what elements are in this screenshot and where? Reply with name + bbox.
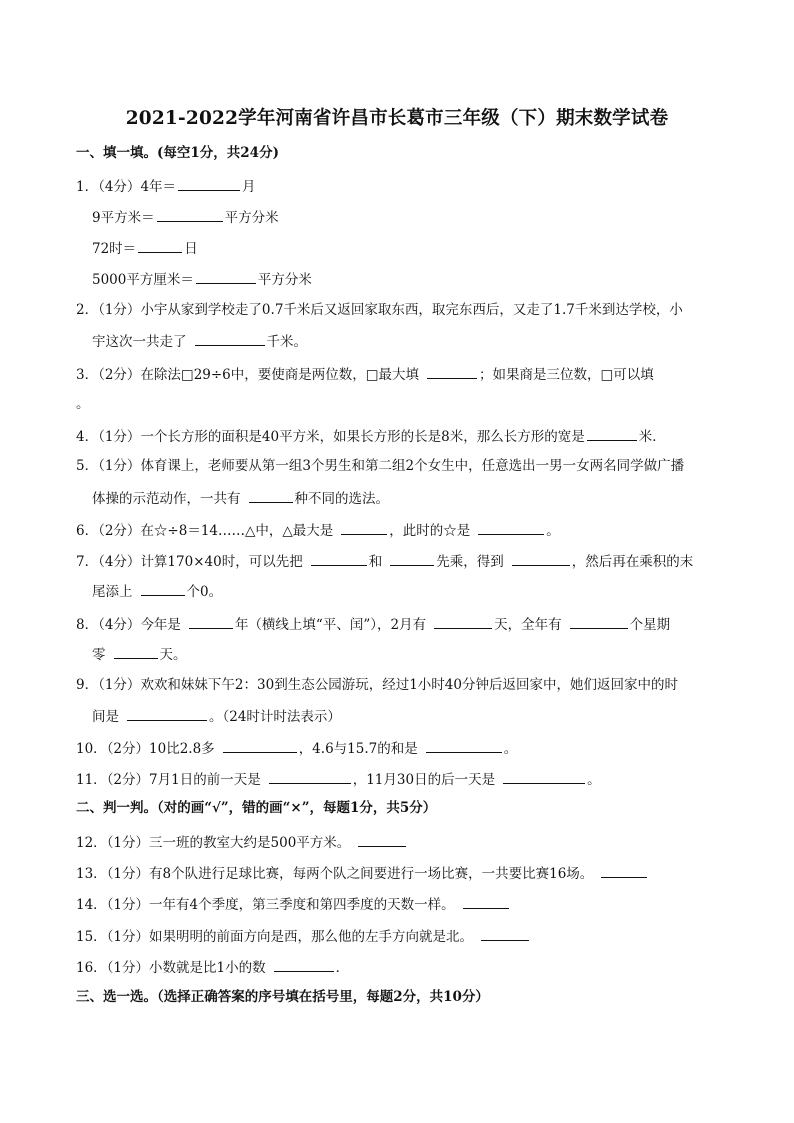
answer-blank[interactable] [427,364,477,379]
section-true-false-heading: 二、判一判。（对的画“√”，错的画“×”，每题1分，共5分） [76,800,437,816]
question-text: 一个长方形的面积是40平方米，如果长方形的长是8米，那么长方形的宽是 [140,429,585,445]
answer-blank[interactable] [512,551,570,566]
question-text: 欢欢和妹妹下午2：30到生态公园游玩，经过1小时40分钟后返回家中，她们返回家中的时 [140,677,678,693]
question-text: 平方分米 [257,272,312,288]
question-number: 10． [76,741,107,757]
question-1-line-4 [92,269,724,289]
question-7 [76,551,724,571]
question-2 [76,301,724,319]
answer-blank[interactable] [390,551,434,566]
question-text: 月 [242,179,256,195]
question-5 [76,457,724,475]
question-5-line-2 [92,488,724,508]
answer-blank[interactable] [269,769,351,784]
question-score: （1分） [106,835,150,851]
question-text: 体操的示范动作，一共有 [92,491,241,507]
answer-blank[interactable] [358,832,406,847]
question-11 [76,769,724,789]
answer-blank[interactable] [601,863,647,878]
question-text: 先乘，得到 [436,554,504,570]
question-number: 14． [76,897,107,913]
question-score: （1分） [106,897,150,913]
question-text: 米． [638,429,666,445]
question-number: 1． [76,179,99,195]
question-1-line-3 [92,238,724,258]
question-text: 7月1日的前一天是 [149,772,261,788]
question-score: （2分） [98,523,141,539]
question-text: 4年＝ [140,179,177,195]
question-2-line-2 [92,331,724,351]
question-number: 3． [76,367,99,383]
answer-blank[interactable] [138,238,182,253]
question-score: （4分） [98,554,141,570]
question-score: （2分） [106,772,150,788]
question-score: （1分） [106,960,150,976]
question-score: （4分） [98,617,141,633]
answer-blank[interactable] [463,894,509,909]
question-score: （1分） [98,429,141,445]
question-text: ． [335,960,350,976]
question-text: ，11月30日的后一天是 [352,772,496,788]
answer-blank[interactable] [157,207,223,222]
question-text: 种不同的选法。 [294,491,389,507]
question-9 [76,676,724,694]
answer-blank[interactable] [178,176,240,191]
answer-blank[interactable] [478,520,544,535]
question-number: 7． [76,554,99,570]
question-6 [76,520,724,540]
page-title: 2021-2022学年河南省许昌市长葛市三年级（下）期末数学试卷 [125,108,669,129]
question-text: 个星期 [629,617,671,633]
question-text: 尾添上 [92,584,133,600]
question-text: 。 [76,396,90,412]
answer-blank[interactable] [503,769,585,784]
question-text: 。 [546,523,560,539]
question-text: 平方分米 [224,210,279,226]
question-text: 年（横线上填“平、闰”），2月有 [234,617,427,633]
question-text: 天。 [159,647,187,663]
question-text: 宇这次一共走了 [92,334,187,350]
question-text: 小数就是比1小的数 [149,960,266,976]
question-score: （1分） [106,929,150,945]
question-score: （4分） [98,179,141,195]
question-12 [76,832,724,852]
question-text: 有8个队进行足球比赛，每两个队之间要进行一场比赛，一共要比赛16场。 [149,866,594,882]
question-text: 5000平方厘米＝ [92,272,194,288]
question-8 [76,614,724,634]
answer-blank[interactable] [141,581,185,596]
question-text: 一年有4个季度，第三季度和第四季度的天数一样。 [149,897,455,913]
question-score: （1分） [106,866,150,882]
question-text: ；如果商是三位数，□可以填 [479,367,654,383]
question-number: 13． [76,866,107,882]
question-number: 4． [76,429,99,445]
question-number: 2． [76,302,99,318]
question-text: ，然后再在乘积的末 [571,554,694,570]
answer-blank[interactable] [196,269,256,284]
question-text: 。 [587,772,601,788]
question-3-line-2 [76,394,724,413]
question-text: 三一班的教室大约是500平方米。 [149,835,351,851]
question-number: 12． [76,835,107,851]
question-score: （1分） [98,458,141,474]
question-text: 间是 [92,709,119,725]
answer-blank[interactable] [426,738,502,753]
question-number: 9． [76,677,99,693]
question-score: （2分） [98,367,141,383]
question-4 [76,426,724,446]
question-9-line-2 [92,706,724,726]
question-10 [76,738,724,758]
answer-blank[interactable] [341,520,387,535]
question-text: 今年是 [140,617,181,633]
question-score: （2分） [106,741,150,757]
question-text: 体育课上，老师要从第一组3个男生和第二组2个女生中，任意选出一男一女两名同学做广播 [140,458,685,474]
section-multiple-choice-heading: 三、选一选。（选择正确答案的序号填在括号里，每题2分，共10分） [76,989,489,1005]
answer-blank[interactable] [195,331,265,346]
question-text: 。 [503,741,518,757]
answer-blank[interactable] [311,551,367,566]
question-text: 9平方米＝ [92,210,155,226]
question-text: 小宇从家到学校走了0.7千米后又返回家取东西，取完东西后，又走了1.7千米到达学校，小 [140,302,683,318]
question-number: 16． [76,960,107,976]
question-15 [76,926,724,946]
answer-blank[interactable] [481,926,529,941]
question-score: （1分） [98,677,141,693]
question-text: 零 [92,647,106,663]
question-8-line-2 [92,644,724,664]
answer-blank[interactable] [114,644,158,659]
question-text: 和 [368,554,383,570]
question-text: 在☆÷8＝14……△中，△最大是 [140,523,334,539]
answer-blank[interactable] [570,614,628,629]
answer-blank[interactable] [249,488,293,503]
question-text: 计算170×40时，可以先把 [140,554,303,570]
question-text: 在除法□29÷6中，要使商是两位数，□最大填 [140,367,420,383]
question-number: 8． [76,617,99,633]
question-text: 如果明明的前面方向是西，那么他的左手方向就是北。 [149,929,474,945]
question-number: 15． [76,929,107,945]
question-1 [76,176,724,196]
section-fill-in-heading: 一、填一填。(每空1分，共24分) [76,145,279,161]
question-text: 72时＝ [92,241,137,257]
question-text: 千米。 [266,334,307,350]
question-text: ，4.6与15.7的和是 [298,741,418,757]
question-number: 11． [76,772,107,788]
answer-blank[interactable] [127,706,207,721]
answer-blank[interactable] [434,614,492,629]
answer-blank[interactable] [274,957,334,972]
answer-blank[interactable] [223,738,297,753]
question-text: 天，全年有 [494,617,562,633]
question-3 [76,364,724,384]
question-score: （1分） [98,302,141,318]
question-number: 6． [76,523,99,539]
question-text: 。（24时计时法表示） [209,709,341,725]
question-14 [76,894,724,914]
answer-blank[interactable] [189,614,233,629]
question-7-line-2 [92,581,724,601]
question-1-line-2 [92,207,724,227]
question-text: 个0。 [186,584,223,600]
question-13 [76,863,724,883]
question-text: ，此时的☆是 [389,523,471,539]
question-16 [76,957,724,977]
question-text: 日 [184,241,198,257]
answer-blank[interactable] [587,426,637,441]
question-number: 5． [76,458,99,474]
question-text: 10比2.8多 [149,741,215,757]
